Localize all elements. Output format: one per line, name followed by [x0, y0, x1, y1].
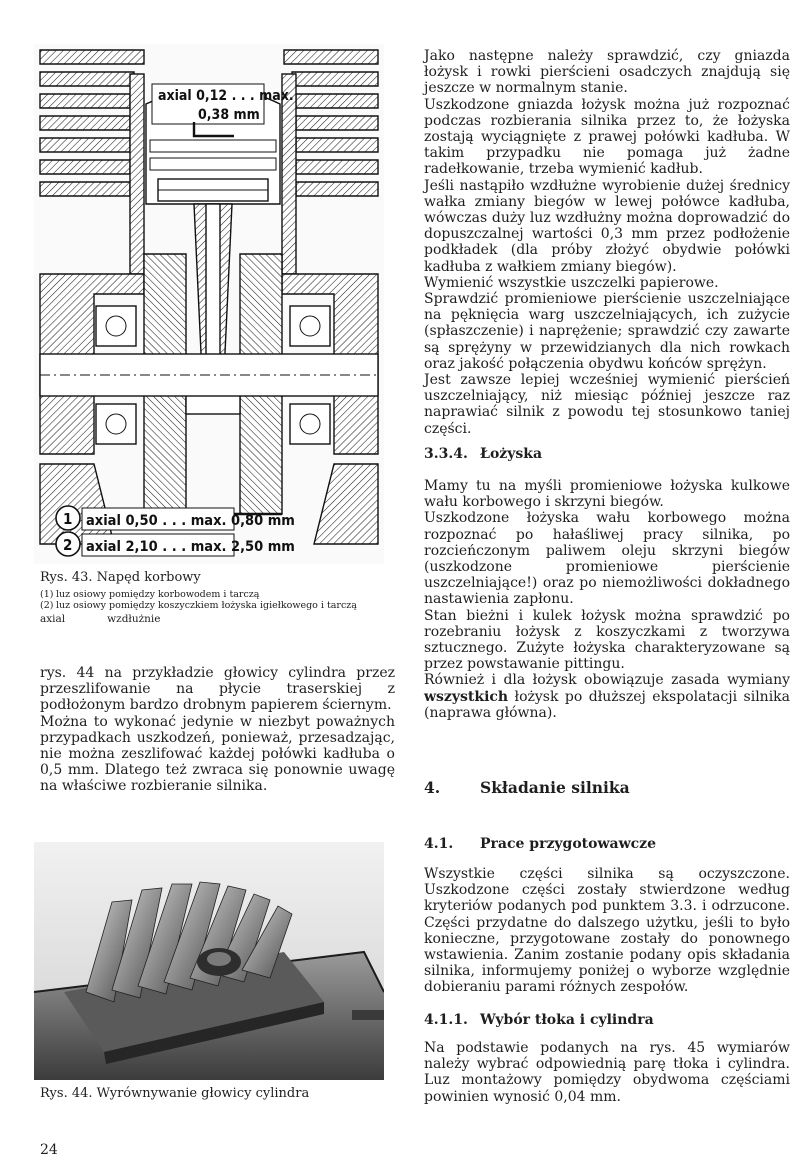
section-41-text	[424, 866, 790, 996]
right-paragraph-4: Wymienić wszystkie uszczelki papierowe.	[424, 274, 719, 291]
section-334-number: 3.3.4.	[424, 446, 468, 462]
left-column-text	[40, 665, 395, 795]
label-2-number: 2	[63, 536, 73, 554]
section-334-text	[424, 478, 790, 721]
section-411-number: 4.1.1.	[424, 1012, 468, 1028]
figure-44-cylinder-head-photo	[34, 842, 384, 1080]
section-41-title: Prace przygotowawcze	[480, 836, 657, 852]
figure-43-caption	[40, 570, 380, 625]
section-334-last-after: łożysk po dłuższej ekspolatacji silnika (naprawa główna).	[424, 688, 790, 721]
section-4-title: Składanie silnika	[480, 778, 630, 797]
housing-lower-left	[40, 464, 114, 544]
label-1-number: 1	[63, 510, 73, 528]
section-41-number: 4.1.	[424, 836, 454, 852]
cylinder-head-photo-svg	[34, 842, 384, 1080]
figure-43-abbreviation	[40, 613, 380, 625]
left-paragraph-2: Można to wykonać jedynie w niezbyt poważnych przypadkach uszkodzeń, ponieważ, przesadzając, nie można zeszlifować każdej połówki kadłuba o 0,5 mm. Dlatego też zwraca się ponownie uwagę na właściwe rozbieranie silnika.	[40, 713, 395, 795]
right-paragraph-5: Sprawdzić promieniowe pierścienie uszczelniające na pęknięcia warg uszczelniających, ich zużycie (spłaszczenie) i naprężenie; sprawdzić czy zawarte są sprężyny w przewidzianych dla nich rowkach oraz jakość połączenia obydwu końców sprężyn.	[424, 291, 790, 372]
axial-top-label-line2: 0,38 mm	[198, 107, 260, 123]
section-4-number: 4.	[424, 778, 441, 797]
figure-44-caption: Rys. 44. Wyrównywanie głowicy cylindra	[40, 1086, 310, 1101]
legend-row-1	[40, 589, 380, 600]
surface-plate-edge	[352, 1010, 384, 1020]
abbr-meaning: wzdłużnie	[107, 613, 161, 625]
section-4-heading	[424, 778, 630, 797]
legend-row-1-text: luz osiowy pomiędzy korbowodem i tarczą	[56, 589, 260, 600]
figure-43-caption-title: Rys. 43. Napęd korbowy	[40, 570, 201, 585]
right-paragraph-6: Jest zawsze lepiej wcześniej wymienić pierścień uszczelniający, niż miesiąc później jeszcze raz naprawiać silnik z powodu tej stosunkowo taniej części.	[424, 372, 790, 437]
cylinder-wall-left	[130, 74, 144, 274]
label-2-text: axial 2,10 . . . max. 2,50 mm	[86, 539, 295, 555]
cylinder-wall-right	[282, 74, 296, 274]
section-41-paragraph: Wszystkie części silnika są oczyszczone. Uszkodzone części zostały stwierdzone według kryteriów podanych pod punktem 3.3. i odrzucone. Części przydatne do dalszego użytku, jeśli to było konieczne, przygotowane zostały do ponownego wstawienia. Zanim zostanie podany opis składania silnika, informujemy poniżej o wyborze względnie dobieraniu parami różnych zespołów.	[424, 866, 790, 996]
abbr-term: axial	[40, 613, 66, 625]
section-41-heading	[424, 836, 656, 852]
section-334-paragraph-2: Uszkodzone łożyska wału korbowego można rozpoznać po hałaśliwej pracy silnika, po rozcieńczonym paliwem oleju skrzyni biegów (uszkodzone promieniowe pierścienie uszczelniające!) oraz po niemożliwości dokładnego nastawienia zapłonu.	[424, 510, 790, 608]
cylinder-fins-right	[284, 50, 378, 196]
section-334-heading	[424, 446, 542, 462]
axial-top-label-line1: axial 0,12 . . . max.	[158, 88, 294, 104]
figure-43-legend	[40, 589, 380, 611]
legend-row-2	[40, 600, 380, 611]
section-334-title: Łożyska	[480, 446, 543, 462]
right-top-text	[424, 48, 790, 437]
section-334-paragraph-3: Stan bieżni i kulek łożysk można sprawdzić po rozebraniu łożysk z koszyczkami z tworzywa sztucznego. Zużyte łożyska charakteryzowane są przez powstawanie pittingu.	[424, 607, 790, 673]
label-1-text: axial 0,50 . . . max. 0,80 mm	[86, 513, 295, 529]
right-paragraph-2: Uszkodzone gniazda łożysk można już rozpoznać podczas rozbierania silnika przez to, że łożyska zostają wyciągnięte z prawej połówki kadłuba. W takim przypadku nie pomaga już żadne radełkowanie, trzeba wymienić kadłub.	[424, 96, 790, 178]
crank-drive-svg	[34, 44, 384, 564]
section-334-paragraph-1: Mamy tu na myśli promieniowe łożyska kulkowe wału korbowego i skrzyni biegów.	[424, 478, 790, 511]
right-paragraph-3: Jeśli nastąpiło wzdłużne wyrobienie dużej średnicy wałka zmiany biegów w lewej połówce kadłuba, wówczas duży luz wzdłużny można doprowadzić do dopuszczalnej wartości 0,3 mm przez podłożenie podkładek (dla próby złożyć obydwie połówki kadłuba z wałkiem zmiany biegów).	[424, 177, 790, 275]
right-paragraph-1: Jako następne należy sprawdzić, czy gniazda łożysk i rowki pierścieni osadczych znajdują się jeszcze w normalnym stanie.	[424, 48, 790, 97]
figure-43-crank-drive-drawing	[34, 44, 384, 564]
section-334-paragraph-4	[424, 672, 790, 721]
left-paragraph-1: rys. 44 na przykładzie głowicy cylindra przez przeszlifowanie na płycie traserskiej z podłożonym bardzo drobnym papierem ściernym.	[40, 665, 395, 714]
section-334-last-before: Również i dla łożysk obowiązuje zasada wymiany	[424, 672, 790, 689]
cylinder-fins-left	[40, 50, 144, 196]
legend-row-2-text: luz osiowy pomiędzy koszyczkiem łożyska igiełkowego i tarczą	[56, 600, 357, 611]
legend-row-2-num: (2)	[40, 600, 54, 611]
section-334-last-bold: wszystkich	[424, 688, 509, 705]
legend-row-1-num: (1)	[40, 589, 54, 600]
section-411-paragraph: Na podstawie podanych na rys. 45 wymiarów należy wybrać odpowiednią parę tłoka i cylindra. Luz montażowy pomiędzy obydwoma częściami powinien wynosić 0,04 mm.	[424, 1040, 790, 1105]
section-411-heading	[424, 1012, 654, 1028]
section-411-text	[424, 1040, 790, 1105]
page-number: 24	[40, 1142, 58, 1158]
housing-lower-right	[314, 464, 378, 544]
section-411-title: Wybór tłoka i cylindra	[480, 1012, 654, 1028]
